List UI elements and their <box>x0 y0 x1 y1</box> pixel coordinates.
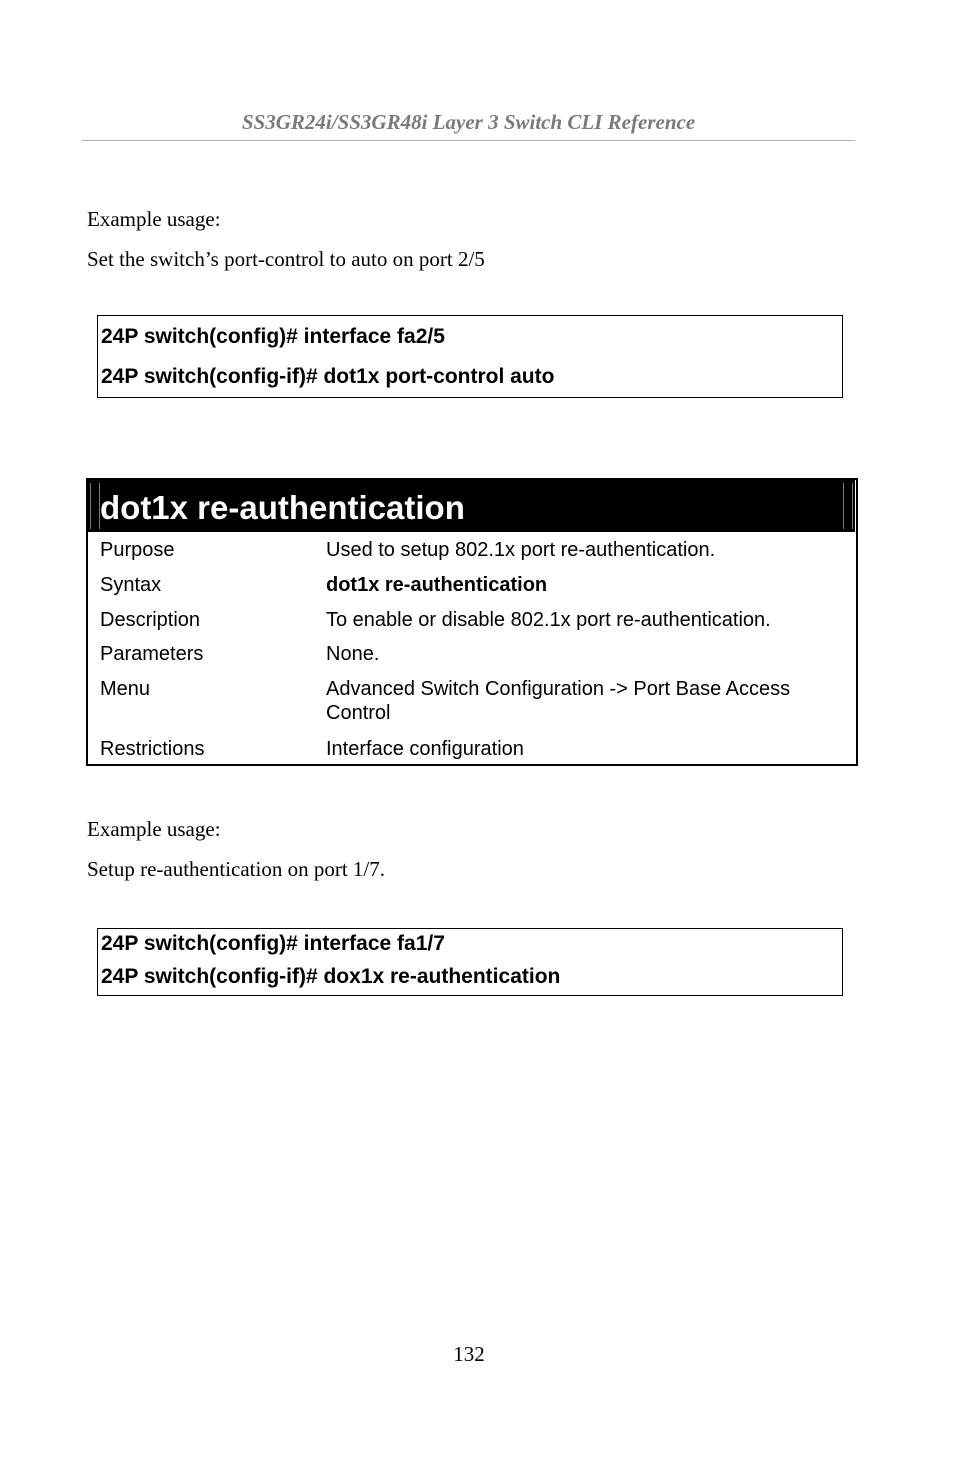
title-bar-edge <box>843 483 853 529</box>
code-line: 24P switch(config)# interface fa1/7 <box>101 932 445 955</box>
header-rule <box>82 140 855 141</box>
example2-label: Example usage: <box>87 817 221 841</box>
row-label-restrictions: Restrictions <box>100 738 205 760</box>
running-header: SS3GR24i/SS3GR48i Layer 3 Switch CLI Reference <box>241 110 696 134</box>
example1-label: Example usage: <box>87 207 221 231</box>
row-value-parameters: None. <box>326 643 380 665</box>
code-line: 24P switch(config-if)# dot1x port-control auto <box>101 365 555 388</box>
title-bar-edge <box>90 483 100 529</box>
code-line: 24P switch(config-if)# dox1x re-authentication <box>101 965 561 988</box>
row-value-description: To enable or disable 802.1x port re-authentication. <box>326 609 771 631</box>
row-label-purpose: Purpose <box>100 539 175 561</box>
command-title-bar <box>88 480 855 532</box>
code-line: 24P switch(config)# interface fa2/5 <box>101 325 445 348</box>
example1-description: Set the switch’s port-control to auto on port 2/5 <box>87 247 485 271</box>
example2-code-block <box>97 928 843 996</box>
row-value-syntax: dot1x re-authentication <box>326 574 548 596</box>
example1-code-block <box>97 315 843 398</box>
row-value-purpose: Used to setup 802.1x port re-authentication. <box>326 539 716 561</box>
row-value-menu: Advanced Switch Configuration -> Port Base Access Control <box>326 678 791 724</box>
command-title: dot1x re-authentication <box>100 489 465 526</box>
row-label-description: Description <box>100 609 201 631</box>
example2-description: Setup re-authentication on port 1/7. <box>87 857 386 881</box>
command-table <box>86 478 858 766</box>
row-label-parameters: Parameters <box>100 643 204 665</box>
row-label-syntax: Syntax <box>100 574 162 596</box>
row-value-restrictions: Interface configuration <box>326 738 524 760</box>
page-number: 132 <box>453 1342 485 1366</box>
row-label-menu: Menu <box>100 678 151 700</box>
